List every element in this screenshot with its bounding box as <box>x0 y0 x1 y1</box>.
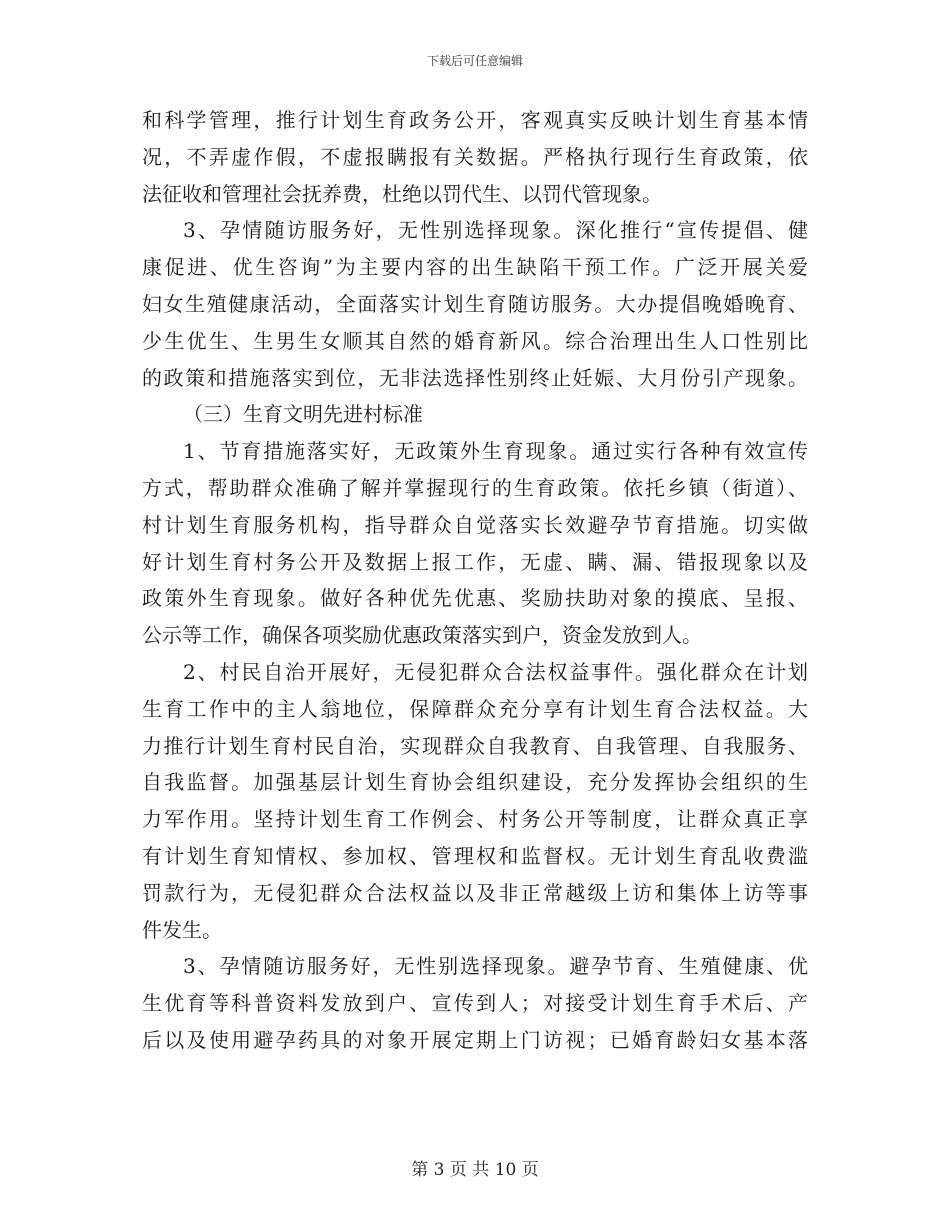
text-line: 罚款行为，无侵犯群众合法权益以及非正常越级上访和集体上访等事 <box>142 880 808 905</box>
page-number-footer: 第 3 页 共 10 页 <box>411 1160 539 1180</box>
text-line: 方式，帮助群众准确了解并掌握现行的生育政策。依托乡镇（街道）、 <box>142 475 808 500</box>
text-line: 和科学管理，推行计划生育政务公开，客观真实反映计划生育基本情 <box>142 108 808 132</box>
text-line: 法征收和管理社会抚养费，杜绝以罚代生、以罚代管现象。 <box>142 181 662 206</box>
text-line: 好计划生育村务公开及数据上报工作，无虚、瞒、漏、错报现象以及 <box>142 549 808 574</box>
text-line: 生育工作中的主人翁地位，保障群众充分享有计划生育合法权益。大 <box>142 696 808 721</box>
text-line: 康促进、优生咨询”为主要内容的出生缺陷干预工作。广泛开展关爱 <box>142 255 808 280</box>
text-line: 的政策和措施落实到位，无非法选择性别终止妊娠、大月份引产现象。 <box>142 365 808 390</box>
text-line: 2、村民自治开展好，无侵犯群众合法权益事件。强化群众在计划 <box>183 659 808 684</box>
text-line: 3、孕情随访服务好，无性别选择现象。深化推行“宣传提倡、健 <box>183 218 808 243</box>
text-line: 1、节育措施落实好，无政策外生育现象。通过实行各种有效宣传 <box>183 439 808 464</box>
document-body <box>142 102 808 1059</box>
text-line: 妇女生殖健康活动，全面落实计划生育随访服务。大办提倡晚婚晚育、 <box>142 291 808 316</box>
text-line: 件发生。 <box>142 917 222 942</box>
text-line: 有计划生育知情权、参加权、管理权和监督权。无计划生育乱收费滥 <box>142 843 808 868</box>
text-line: 自我监督。加强基层计划生育协会组织建设，充分发挥协会组织的生 <box>142 770 808 795</box>
text-line: 生优育等科普资料发放到户、宣传到人；对接受计划生育手术后、产 <box>142 991 808 1016</box>
text-line: 少生优生、生男生女顺其自然的婚育新风。综合治理出生人口性别比 <box>142 328 808 353</box>
section-heading: （三）生育文明先进村标准 <box>183 402 423 427</box>
text-line: 3、孕情随访服务好，无性别选择现象。避孕节育、生殖健康、优 <box>183 954 808 979</box>
text-line: 力推行计划生育村民自治，实现群众自我教育、自我管理、自我服务、 <box>142 733 808 758</box>
text-line: 政策外生育现象。做好各种优先优惠、奖励扶助对象的摸底、呈报、 <box>142 586 808 611</box>
page-header-note: 下载后可任意编辑 <box>426 54 523 68</box>
text-line: 公示等工作，确保各项奖励优惠政策落实到户，资金发放到人。 <box>142 623 702 648</box>
text-line: 况，不弄虚作假，不虚报瞒报有关数据。严格执行现行生育政策，依 <box>142 144 808 169</box>
text-line: 后以及使用避孕药具的对象开展定期上门访视；已婚育龄妇女基本落 <box>142 1027 808 1052</box>
text-line: 力军作用。坚持计划生育工作例会、村务公开等制度，让群众真正享 <box>142 807 808 832</box>
text-line: 村计划生育服务机构，指导群众自觉落实长效避孕节育措施。切实做 <box>142 512 808 537</box>
